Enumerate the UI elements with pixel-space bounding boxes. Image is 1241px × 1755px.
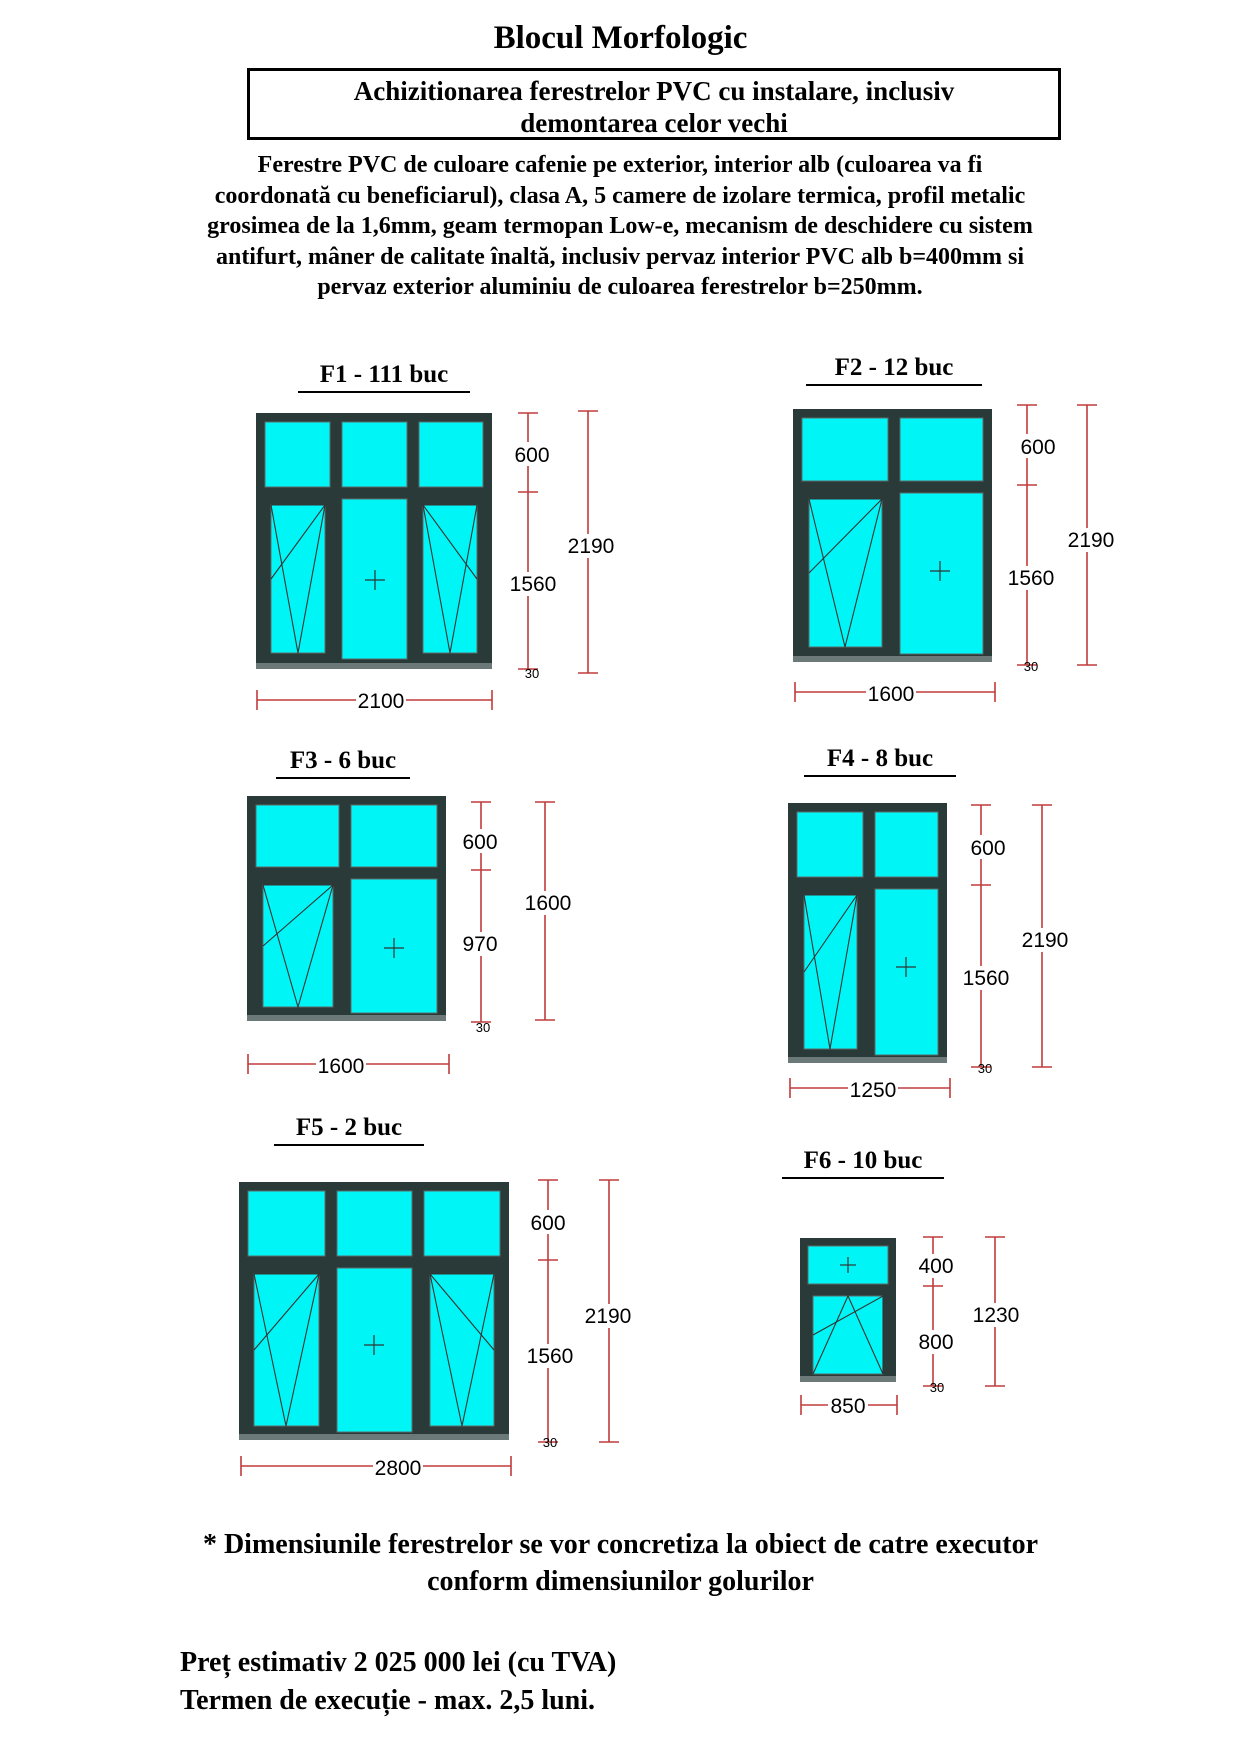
f5-total: 2190 bbox=[584, 1305, 632, 1328]
f5-top: 600 bbox=[530, 1212, 566, 1235]
description-line: Ferestre PVC de culoare cafenie pe exterior, interior alb (culoarea va fi bbox=[257, 152, 983, 178]
f3-width: 1600 bbox=[317, 1055, 365, 1078]
description-line: pervaz exterior aluminiu de culoarea ferestrelor b=250mm. bbox=[317, 274, 923, 300]
window-f3 bbox=[247, 796, 446, 1021]
f3-sill: 30 bbox=[475, 1020, 491, 1035]
f2-top: 600 bbox=[1020, 436, 1056, 459]
f1-top: 600 bbox=[514, 444, 550, 467]
execution-deadline: Termen de execuție - max. 2,5 luni. bbox=[180, 1685, 596, 1716]
f4-width: 1250 bbox=[849, 1079, 897, 1102]
f6-bottom: 800 bbox=[918, 1331, 954, 1354]
f2-width: 1600 bbox=[867, 683, 915, 706]
label-f5: F5 - 2 buc bbox=[274, 1114, 424, 1146]
footnote-line-1: * Dimensiunile ferestrelor se vor concretiza la obiect de catre executor bbox=[202, 1529, 1039, 1560]
label-f1: F1 - 111 buc bbox=[298, 361, 470, 393]
f6-top: 400 bbox=[918, 1255, 954, 1278]
description-line: antifurt, mâner de calitate înaltă, inclusiv pervaz interior PVC alb b=400mm si bbox=[215, 243, 1025, 270]
f4-bottom: 1560 bbox=[962, 967, 1010, 990]
f1-bottom: 1560 bbox=[509, 573, 557, 596]
f5-sill: 30 bbox=[542, 1435, 558, 1450]
page-title: Blocul Morfologic bbox=[493, 20, 748, 56]
window-f2 bbox=[793, 409, 992, 662]
subtitle-line-1: Achizitionarea ferestrelor PVC cu instalare, inclusiv bbox=[353, 76, 955, 106]
window-f1 bbox=[256, 413, 492, 669]
label-f6: F6 - 10 buc bbox=[782, 1147, 944, 1179]
f5-bottom: 1560 bbox=[526, 1345, 574, 1368]
window-f6 bbox=[800, 1238, 896, 1382]
subtitle-line-2: demontarea celor vechi bbox=[520, 108, 788, 138]
f5-width: 2800 bbox=[374, 1457, 422, 1480]
f6-total: 1230 bbox=[972, 1304, 1020, 1327]
description-line: grosimea de la 1,6mm, geam termopan Low-e, mecanism de deschidere cu sistem bbox=[207, 213, 1033, 239]
f2-total: 2190 bbox=[1067, 529, 1115, 552]
f2-bottom: 1560 bbox=[1007, 567, 1055, 590]
window-f5 bbox=[239, 1182, 509, 1440]
footnote bbox=[0, 1526, 1241, 1600]
label-f4: F4 - 8 buc bbox=[804, 745, 956, 777]
f2-sill: 30 bbox=[1023, 659, 1039, 674]
f1-width: 2100 bbox=[357, 690, 405, 713]
label-f3: F3 - 6 buc bbox=[276, 747, 410, 779]
f4-sill: 30 bbox=[977, 1061, 993, 1076]
f4-total: 2190 bbox=[1021, 929, 1069, 952]
description-line: coordonată cu beneficiarul), clasa A, 5 camere de izolare termica, profil metalic bbox=[214, 182, 1026, 209]
f6-sill: 30 bbox=[929, 1380, 945, 1395]
f3-bottom: 970 bbox=[462, 933, 498, 956]
f3-top: 600 bbox=[462, 831, 498, 854]
f6-width: 850 bbox=[830, 1395, 866, 1418]
f4-top: 600 bbox=[970, 837, 1006, 860]
f3-total: 1600 bbox=[524, 892, 572, 915]
f1-sill: 30 bbox=[524, 666, 540, 681]
window-f4 bbox=[788, 803, 947, 1063]
label-f2: F2 - 12 buc bbox=[806, 354, 982, 386]
price-estimate: Preț estimativ 2 025 000 lei (cu TVA) bbox=[180, 1647, 617, 1678]
footnote-line-2: conform dimensiunilor golurilor bbox=[427, 1566, 814, 1597]
f1-total: 2190 bbox=[567, 535, 615, 558]
